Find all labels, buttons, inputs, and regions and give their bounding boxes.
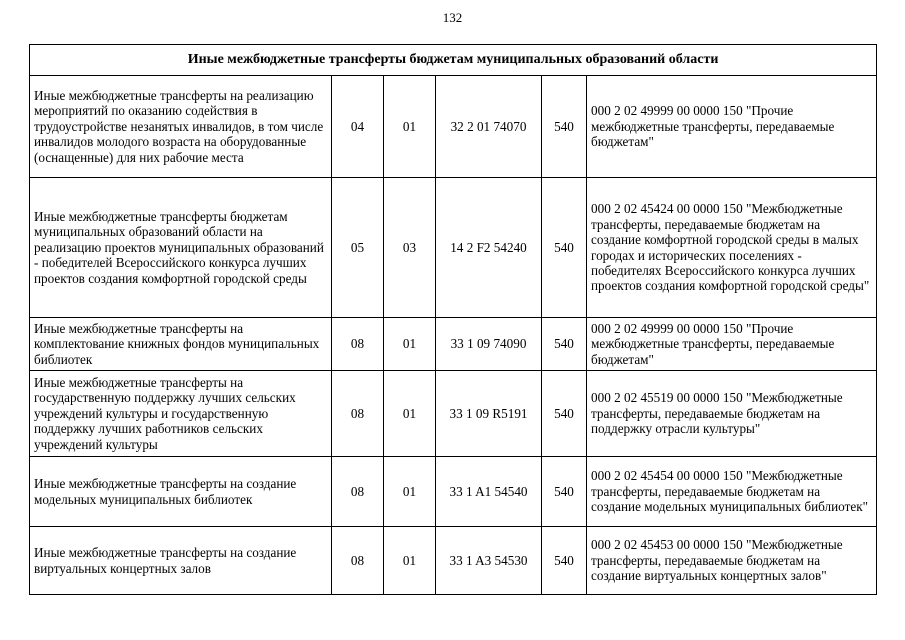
subsection-code-cell: 01	[384, 527, 436, 595]
section-code-cell: 08	[332, 318, 384, 371]
transfer-name-cell: Иные межбюджетные трансферты на создание виртуальных концертных залов	[30, 527, 332, 595]
target-code-cell: 33 1 A1 54540	[436, 457, 542, 527]
section-code-cell: 08	[332, 457, 384, 527]
revenue-source-cell: 000 2 02 49999 00 0000 150 "Прочие межбюджетные трансферты, передаваемые бюджетам"	[587, 318, 877, 371]
expense-type-cell: 540	[542, 371, 587, 457]
transfer-name-cell: Иные межбюджетные трансферты на создание модельных муниципальных библиотек	[30, 457, 332, 527]
target-code-cell: 14 2 F2 54240	[436, 178, 542, 318]
target-code-cell: 33 1 09 R5191	[436, 371, 542, 457]
section-code-cell: 08	[332, 527, 384, 595]
table-row	[30, 178, 877, 318]
expense-type-cell: 540	[542, 527, 587, 595]
target-code-cell: 32 2 01 74070	[436, 76, 542, 178]
expense-type-cell: 540	[542, 178, 587, 318]
target-code-cell: 33 1 09 74090	[436, 318, 542, 371]
revenue-source-cell: 000 2 02 45454 00 0000 150 "Межбюджетные трансферты, передаваемые бюджетам на создание модельных муниципальных библиотек"	[587, 457, 877, 527]
table-row	[30, 527, 877, 595]
transfers-table	[29, 44, 877, 595]
table-heading: Иные межбюджетные трансферты бюджетам муниципальных образований области	[30, 45, 877, 76]
subsection-code-cell: 01	[384, 457, 436, 527]
expense-type-cell: 540	[542, 457, 587, 527]
expense-type-cell: 540	[542, 76, 587, 178]
expense-type-cell: 540	[542, 318, 587, 371]
revenue-source-cell: 000 2 02 45519 00 0000 150 "Межбюджетные трансферты, передаваемые бюджетам на поддержку отрасли культуры"	[587, 371, 877, 457]
subsection-code-cell: 01	[384, 76, 436, 178]
revenue-source-cell: 000 2 02 45424 00 0000 150 "Межбюджетные трансферты, передаваемые бюджетам на создание комфортной городской среды в малых городах и исторических поселениях - победителях Всероссийского конкурса лучших проектов создания комфортной городской среды"	[587, 178, 877, 318]
section-code-cell: 04	[332, 76, 384, 178]
section-code-cell: 05	[332, 178, 384, 318]
revenue-source-cell: 000 2 02 45453 00 0000 150 "Межбюджетные трансферты, передаваемые бюджетам на создание виртуальных концертных залов"	[587, 527, 877, 595]
subsection-code-cell: 01	[384, 371, 436, 457]
transfer-name-cell: Иные межбюджетные трансферты на государственную поддержку лучших сельских учреждений культуры и государственную поддержку лучших работников сельских учреждений культуры	[30, 371, 332, 457]
page-number: 132	[442, 10, 463, 25]
table-row	[30, 76, 877, 178]
subsection-code-cell: 01	[384, 318, 436, 371]
subsection-code-cell: 03	[384, 178, 436, 318]
table-row	[30, 457, 877, 527]
transfer-name-cell: Иные межбюджетные трансферты на комплектование книжных фондов муниципальных библиотек	[30, 318, 332, 371]
table-row	[30, 371, 877, 457]
table-heading-row	[30, 45, 877, 76]
transfer-name-cell: Иные межбюджетные трансферты на реализацию мероприятий по оказанию содействия в трудоустройстве незанятых инвалидов, в том числе инвалидов молодого возраста на оборудованные (оснащенные) для них рабочие места	[30, 76, 332, 178]
revenue-source-cell: 000 2 02 49999 00 0000 150 "Прочие межбюджетные трансферты, передаваемые бюджетам"	[587, 76, 877, 178]
table-row	[30, 318, 877, 371]
section-code-cell: 08	[332, 371, 384, 457]
transfer-name-cell: Иные межбюджетные трансферты бюджетам муниципальных образований области на реализацию проектов муниципальных образований - победителей Всероссийского конкурса лучших проектов создания комфортной городской среды	[30, 178, 332, 318]
target-code-cell: 33 1 A3 54530	[436, 527, 542, 595]
